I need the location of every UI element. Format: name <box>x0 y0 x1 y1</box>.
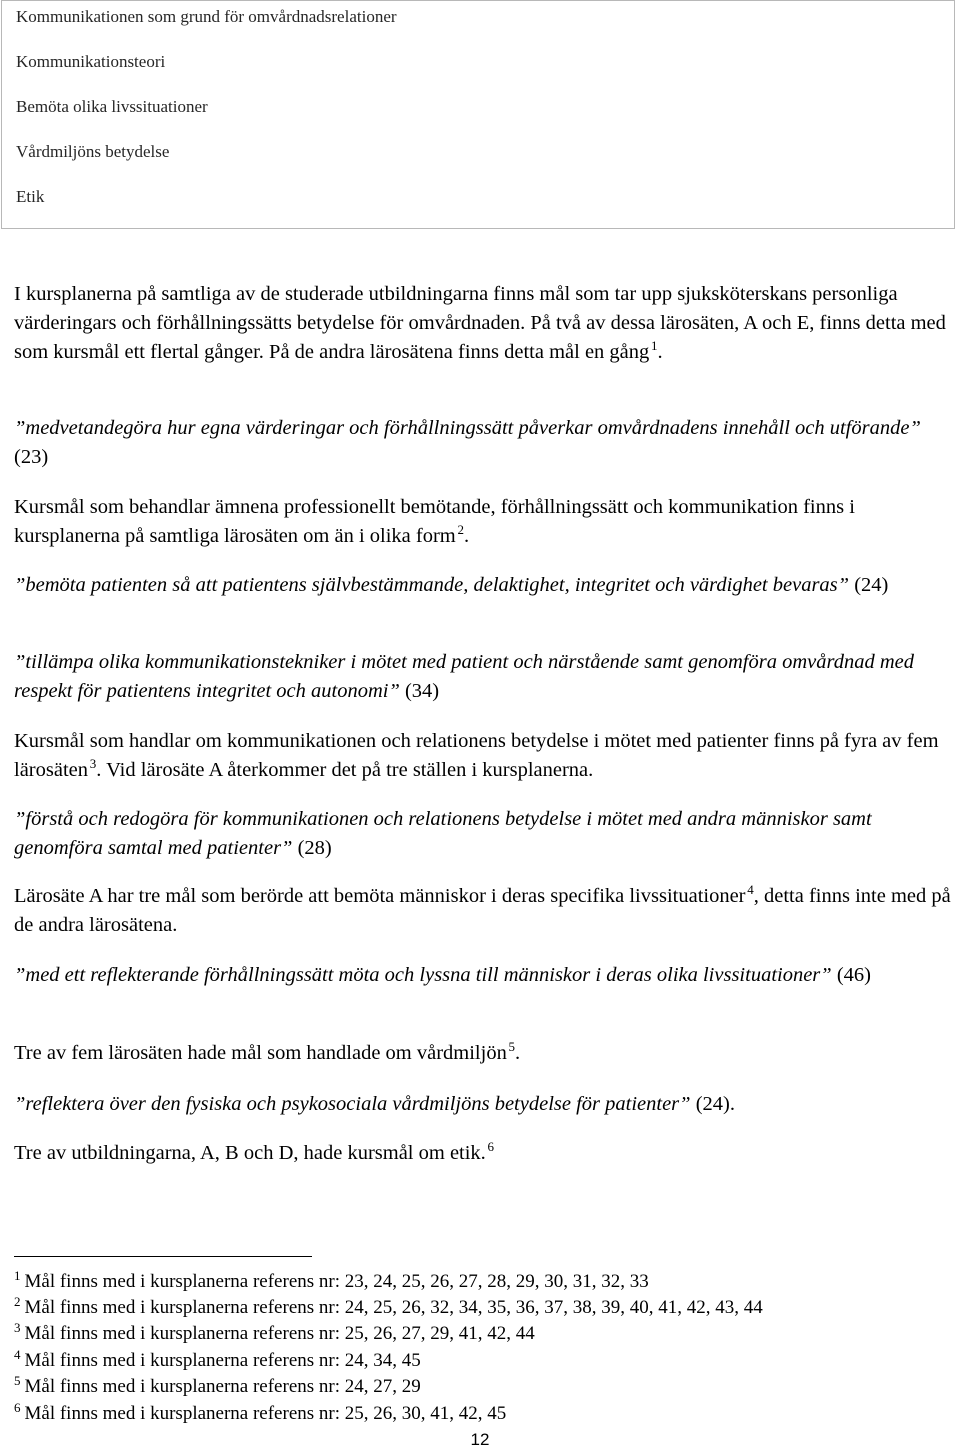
footnote-ref: 2 <box>457 522 464 538</box>
paragraph-life-situations: Lärosäte A har tre mål som berörde att bemöta människor i deras specifika livssituationer $^4$, detta finns inte med på de andra lärosätena. <box>14 882 951 936</box>
footnote: $^1$ Mål finns med i kursplanerna referens nr: 23, 24, 25, 26, 27, 28, 29, 30, 31, 32, 33 <box>14 1267 649 1292</box>
footnote: $^6$ Mål finns med i kursplanerna referens nr: 25, 26, 30, 41, 42, 45 <box>14 1399 507 1424</box>
paragraph-values: I kursplanerna på samtliga av de studerade utbildningarna finns mål som tar upp sjuksköterskans personliga värderingars och förhållningssätts betydelse för omvårdnaden. På två av dessa lärosäten, A och E, finns detta med som kursmål ett flertal gånger. På de andra lärosätena finns detta mål en gång $^1$. <box>14 283 946 363</box>
topic-item: Kommunikationen som grund för omvårdnadsrelationer <box>16 7 397 26</box>
quote-24: ”bemöta patienten så att patientens självbestämmande, delaktighet, integritet och värdighet bevaras” (24) <box>14 574 889 596</box>
paragraph-care-environment: Tre av fem lärosäten hade mål som handlade om vårdmiljön $^5$. <box>14 1039 521 1064</box>
footnote: $^5$ Mål finns med i kursplanerna referens nr: 24, 27, 29 <box>14 1372 421 1397</box>
quote-34: ”tillämpa olika kommunikationstekniker i mötet med patient och närstående samt genomföra omvårdnad med respekt för patientens integritet och autonomi” (34) <box>14 651 914 702</box>
footnote-separator <box>14 1256 312 1257</box>
paragraph-ethics: Tre av utbildningarna, A, B och D, hade kursmål om etik. $^6$ <box>14 1139 495 1164</box>
quote-24b: ”reflektera över den fysiska och psykosociala vårdmiljöns betydelse för patienter” (24). <box>14 1093 735 1115</box>
topic-item: Etik <box>16 187 45 206</box>
footnote-ref: 3 <box>89 756 97 772</box>
footnote: $^2$ Mål finns med i kursplanerna referens nr: 24, 25, 26, 32, 34, 35, 36, 37, 38, 39, 40, 41, 42, 43, 44 <box>14 1293 763 1318</box>
paragraph-relation: Kursmål som handlar om kommunikationen och relationens betydelse i mötet med patienter finns på fyra av fem lärosäten $^3$. Vid lärosäte A återkommer det på tre ställen i kursplanerna. <box>14 730 939 781</box>
footnote-ref: 1 <box>651 338 658 354</box>
topic-item: Kommunikationsteori <box>16 52 166 71</box>
quote-46: ”med ett reflekterande förhållningssätt möta och lyssna till människor i deras olika livssituationer” (46) <box>14 964 871 986</box>
footnote-ref: 6 <box>487 1139 495 1155</box>
quote-28: ”förstå och redogöra för kommunikationen och relationens betydelse i mötet med andra människor samt genomföra samtal med patienter” (28) <box>14 808 872 859</box>
footnote: $^4$ Mål finns med i kursplanerna referens nr: 24, 34, 45 <box>14 1346 421 1371</box>
page-number: 12 <box>470 1430 490 1449</box>
paragraph-communication: Kursmål som behandlar ämnena professionellt bemötande, förhållningssätt och kommunikation finns i kursplanerna på samtliga lärosäten om än i olika form $^2$. <box>14 496 855 547</box>
footnote: $^3$ Mål finns med i kursplanerna referens nr: 25, 26, 27, 29, 41, 42, 44 <box>14 1319 535 1344</box>
topic-item: Vårdmiljöns betydelse <box>16 142 170 161</box>
footnote-ref: 4 <box>747 882 754 898</box>
topic-item: Bemöta olika livssituationer <box>16 97 208 116</box>
quote-23: ”medvetandegöra hur egna värderingar och förhållningssätt påverkar omvårdnadens innehåll och utförande” (23) <box>14 417 921 468</box>
footnote-ref: 5 <box>508 1039 516 1055</box>
topic-box <box>1 0 955 229</box>
